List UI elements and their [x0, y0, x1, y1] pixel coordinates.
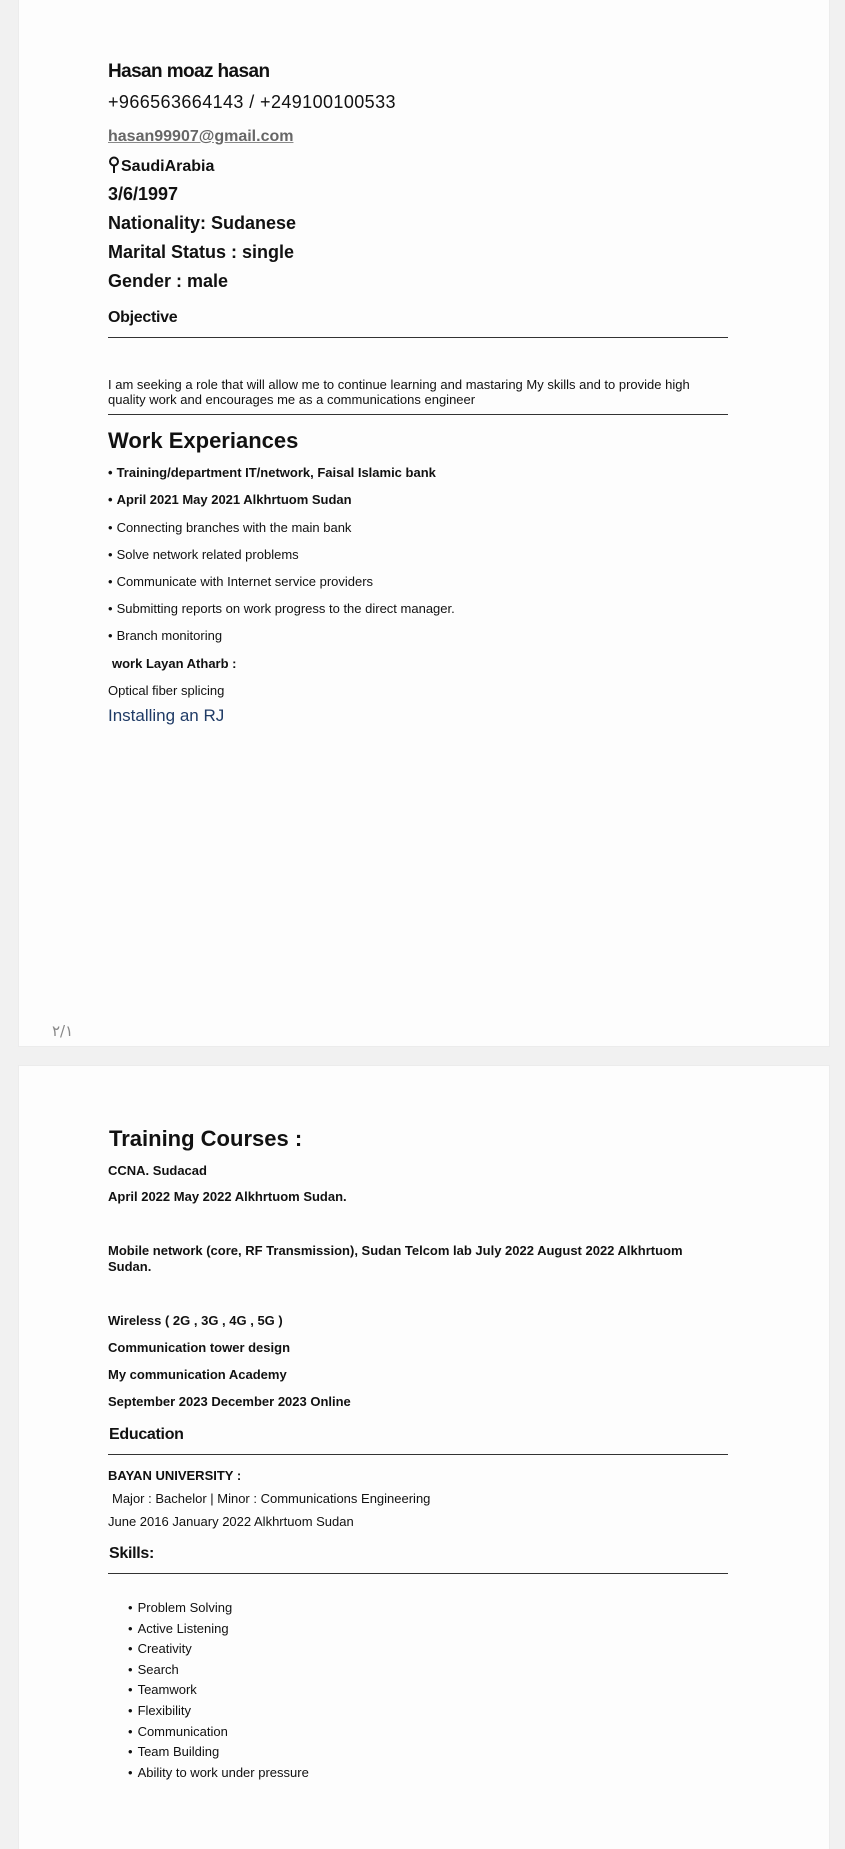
training-line: My communication Academy: [108, 1367, 287, 1382]
objective-divider-bottom: [108, 414, 728, 415]
training-line: CCNA. Sudacad: [108, 1163, 207, 1178]
education-dates: June 2016 January 2022 Alkhrtuom Sudan: [108, 1514, 354, 1529]
work-item: • Training/department IT/network, Faisal Islamic bank: [108, 465, 436, 480]
phone-numbers: +966563664143 / +249100100533: [108, 92, 396, 112]
work-item: • Solve network related problems: [108, 547, 299, 562]
skill-item: • Ability to work under pressure: [128, 1763, 309, 1784]
skill-item: • Search: [128, 1660, 309, 1681]
skill-item: • Team Building: [128, 1742, 309, 1763]
skill-item: • Teamwork: [128, 1680, 309, 1701]
training-line: April 2022 May 2022 Alkhrtuom Sudan.: [108, 1189, 347, 1204]
skills-divider: [108, 1573, 728, 1574]
location: [108, 156, 214, 176]
map-pin-icon: [108, 156, 120, 174]
skill-item: • Communication: [128, 1722, 309, 1743]
work-item: • Submitting reports on work progress to the direct manager.: [108, 601, 455, 616]
training-line: Communication tower design: [108, 1340, 291, 1355]
skills-list: [128, 1598, 309, 1783]
skill-item: • Problem Solving: [128, 1598, 309, 1619]
university-name: BAYAN UNIVERSITY :: [108, 1468, 242, 1483]
page-number: ٢/١: [52, 1022, 74, 1040]
training-line: September 2023 December 2023 Online: [108, 1394, 351, 1409]
skills-heading: Skills:: [109, 1545, 155, 1562]
training-line: Mobile network (core, RF Transmission), Sudan Telcom lab July 2022 August 2022 Alkhrtuom Sudan.: [108, 1243, 683, 1274]
layan-item: Optical fiber splicing: [108, 683, 225, 698]
gender: Gender : male: [108, 271, 229, 291]
education-major: Major : Bachelor | Minor : Communications Engineering: [112, 1491, 431, 1506]
training-heading: Training Courses :: [109, 1126, 303, 1151]
layan-title: work Layan Atharb :: [112, 656, 237, 671]
layan-item: Installing an RJ: [108, 706, 225, 725]
objective-heading: Objective: [108, 309, 178, 326]
skill-item: • Creativity: [128, 1639, 309, 1660]
applicant-name: Hasan moaz hasan: [108, 61, 270, 82]
education-divider: [108, 1454, 728, 1455]
email-link[interactable]: hasan99907@gmail.com: [108, 128, 294, 145]
training-line: Wireless ( 2G , 3G , 4G , 5G ): [108, 1313, 283, 1328]
skill-item: • Flexibility: [128, 1701, 309, 1722]
marital-status: Marital Status : single: [108, 242, 295, 262]
work-item: • Connecting branches with the main bank: [108, 520, 351, 535]
work-item: • Branch monitoring: [108, 628, 222, 643]
objective-text: I am seeking a role that will allow me to continue learning and mastaring My skills and to provide high quality work and encourages me as a communications engineer: [108, 377, 690, 407]
nationality: Nationality: Sudanese: [108, 213, 297, 233]
objective-divider: [108, 337, 728, 338]
location-text: SaudiArabia: [121, 158, 215, 175]
work-item: • Communicate with Internet service providers: [108, 574, 373, 589]
skill-item: • Active Listening: [128, 1619, 309, 1640]
work-item: • April 2021 May 2021 Alkhrtuom Sudan: [108, 492, 352, 507]
education-heading: Education: [109, 1426, 184, 1443]
date-of-birth: 3/6/1997: [108, 184, 179, 204]
work-heading: Work Experiances: [108, 428, 299, 453]
